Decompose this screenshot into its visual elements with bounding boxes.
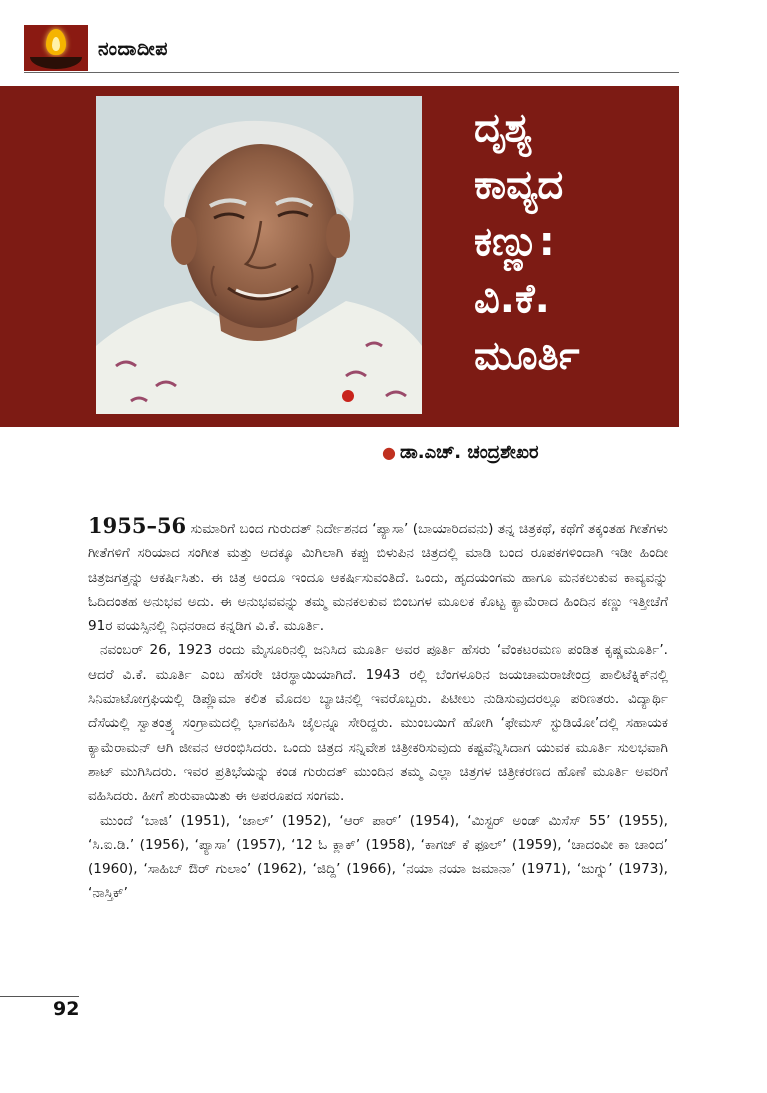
portrait-photo (96, 96, 422, 414)
magazine-name: ನಂದಾದೀಪ (98, 38, 168, 60)
article-title (474, 100, 664, 385)
flame-core (52, 37, 60, 51)
article-body (88, 514, 668, 906)
paragraph-text: ಸುಮಾರಿಗೆ ಬಂದ ಗುರುದತ್ ನಿರ್ದೇಶನದ ‘ಪ್ಯಾಸಾ’ (ಬಾಯಾರಿದವನು) ತನ್ನ ಚಿತ್ರಕಥೆ, ಕಥೆಗೆ ತಕ್ಕಂತಹ ಗೀತೆಗಳು ಗೀತೆಗಳಿಗೆ ಸರಿಯಾದ ಸಂಗೀತ ಮತ್ತು ಅದಕ್ಕೂ ಮಿಗಿಲಾಗಿ ಕಪ್ಪು ಬಿಳುಪಿನ ಚಿತ್ರದಲ್ಲಿ ಮಾಡಿ ಬಂದ ರೂಪಕಗಳಿಂದಾಗಿ ಇಡೀ ಹಿಂದೀ ಚಿತ್ರಜಗತ್ತನ್ನು ಆಕರ್ಷಿಸಿತು. ಈ ಚಿತ್ರ ಅಂದೂ ಇಂದೂ ಆಕರ್ಷಿಸುವಂತಿದೆ. ಒಂದು, ಹೃದಯಂಗಮ ಹಾಗೂ ಮನಕಲುಕುವ ಕಾವ್ಯವನ್ನು ಓದಿದಂತಹ ಅನುಭವ ಅದು. ಈ ಅನುಭವವನ್ನು ತಮ್ಮ ಮನಕಲಕುವ ಬಿಂಬಗಳ ಮೂಲಕ ಕೊಟ್ಟ ಕ್ಯಾಮೆರಾದ ಹಿಂದಿನ ಕಣ್ಣು ಇತ್ತೀಚೆಗೆ 91ರ ವಯಸ್ಸಿನಲ್ಲಿ ನಿಧನರಾದ ಕನ್ನಡಿಗ ವಿ.ಕೆ. ಮೂರ್ತಿ. (88, 521, 668, 635)
paragraph: ಮುಂದೆ ‘ಬಾಜಿ’ (1951), ‘ಜಾಲ್’ (1952), ‘ಆರ್ ಪಾರ್’ (1954), ‘ಮಿಸ್ಟರ್ ಅಂಡ್ ಮಿಸೆಸ್ 55’ (1955), ‘ಸಿ.ಐ.ಡಿ.’ (1956), ‘ಪ್ಯಾಸಾ’ (1957), ‘12 ಓ ಕ್ಲಾಕ್’ (1958), ‘ಕಾಗಜ್ ಕೆ ಫೂಲ್’ (1959), ‘ಚಾದಂವೀ ಕಾ ಚಾಂದ’ (1960), ‘ಸಾಹಿಬ್ ಔರ್ ಗುಲಾಂ’ (1962), ‘ಜಿದ್ದಿ’ (1966), ‘ನಯಾ ನಯಾ ಜಮಾನಾ’ (1971), ‘ಜುಗ್ನು’ (1973), ‘ನಾಸ್ತಿಕ್’ (88, 812, 668, 902)
portrait-illustration (96, 96, 422, 414)
paragraph: ನವಂಬರ್ 26, 1923 ರಂದು ಮೈಸೂರಿನಲ್ಲಿ ಜನಿಸಿದ ಮೂರ್ತಿ ಅವರ ಪೂರ್ತಿ ಹೆಸರು ‘ವೆಂಕಟರಮಣ ಪಂಡಿತ ಕೃಷ್ಣಮೂರ್ತಿ’. ಆದರೆ ವಿ.ಕೆ. ಮೂರ್ತಿ ಎಂಬ ಹೆಸರೇ ಚಿರಸ್ಥಾಯಿಯಾಗಿದೆ. 1943 ರಲ್ಲಿ ಬೆಂಗಳೂರಿನ ಜಯಚಾಮರಾಜೇಂದ್ರ ಪಾಲಿಟೆಕ್ನಿಕ್‌ನಲ್ಲಿ ಸಿನಿಮಾಟೋಗ್ರಫಿಯಲ್ಲಿ ಡಿಪ್ಲೊಮಾ ಕಲಿತ ಮೊದಲ ಬ್ಯಾಚಿನಲ್ಲಿ ಇವರೊಬ್ಬರು. ಪಿಟೀಲು ನುಡಿಸುವುದರಲ್ಲೂ ಪರಿಣತರು. ವಿದ್ಯಾರ್ಥಿ ದೆಸೆಯಲ್ಲಿ ಸ್ವಾತಂತ್ರ್ಯ ಸಂಗ್ರಾಮದಲ್ಲಿ ಭಾಗವಹಿಸಿ ಜೈಲನ್ನೂ ಸೇರಿದ್ದರು. ಮುಂಬಯಿಗೆ ಹೋಗಿ ‘ಫೇಮಸ್ ಸ್ಟುಡಿಯೋ’ದಲ್ಲಿ ಸಹಾಯಕ ಕ್ಯಾಮೆರಾಮನ್ ಆಗಿ ಜೀವನ ಆರಂಭಿಸಿದರು. ಒಂದು ಚಿತ್ರದ ಸನ್ನಿವೇಶ ಚಿತ್ರೀಕರಿಸುವುದು ಕಷ್ಟವೆನ್ನಿಸಿದಾಗ ಯುವಕ ಮೂರ್ತಿ ಸುಲಭವಾಗಿ ಶಾಟ್ ಮುಗಿಸಿದರು. ಇವರ ಪ್ರತಿಭೆಯನ್ನು ಕಂಡ ಗುರುದತ್ ಮುಂದಿನ ತಮ್ಮ ಎಲ್ಲಾ ಚಿತ್ರಗಳ ಚಿತ್ರೀಕರಣದ ಹೊಣೆ ಮೂರ್ತಿ ಅವರಿಗೆ ವಹಿಸಿದರು. ಹೀಗೆ ಶುರುವಾಯಿತು ಈ ಅಪರೂಪದ ಸಂಗಮ. (88, 642, 669, 805)
title-line: ಕಣ್ಣು: (474, 219, 555, 265)
page-number: 92 (53, 998, 80, 1020)
bullet-dot-icon: ● (382, 443, 396, 462)
lamp-base (30, 57, 82, 69)
title-line: ಮೂರ್ತಿ (474, 333, 580, 379)
title-line: ದೃಶ್ಯ (474, 105, 532, 151)
lead-year: 1955–56 (88, 513, 187, 538)
header-divider (24, 72, 679, 73)
paragraph (88, 514, 668, 638)
title-line: ಕಾವ್ಯದ (474, 162, 564, 208)
author-name: ಡಾ.ಎಚ್. ಚಂದ್ರಶೇಖರ (399, 442, 539, 463)
footer-divider (0, 996, 79, 997)
author-byline (382, 442, 539, 463)
title-line: ವಿ.ಕೆ. (474, 276, 550, 322)
magazine-logo (24, 25, 88, 71)
